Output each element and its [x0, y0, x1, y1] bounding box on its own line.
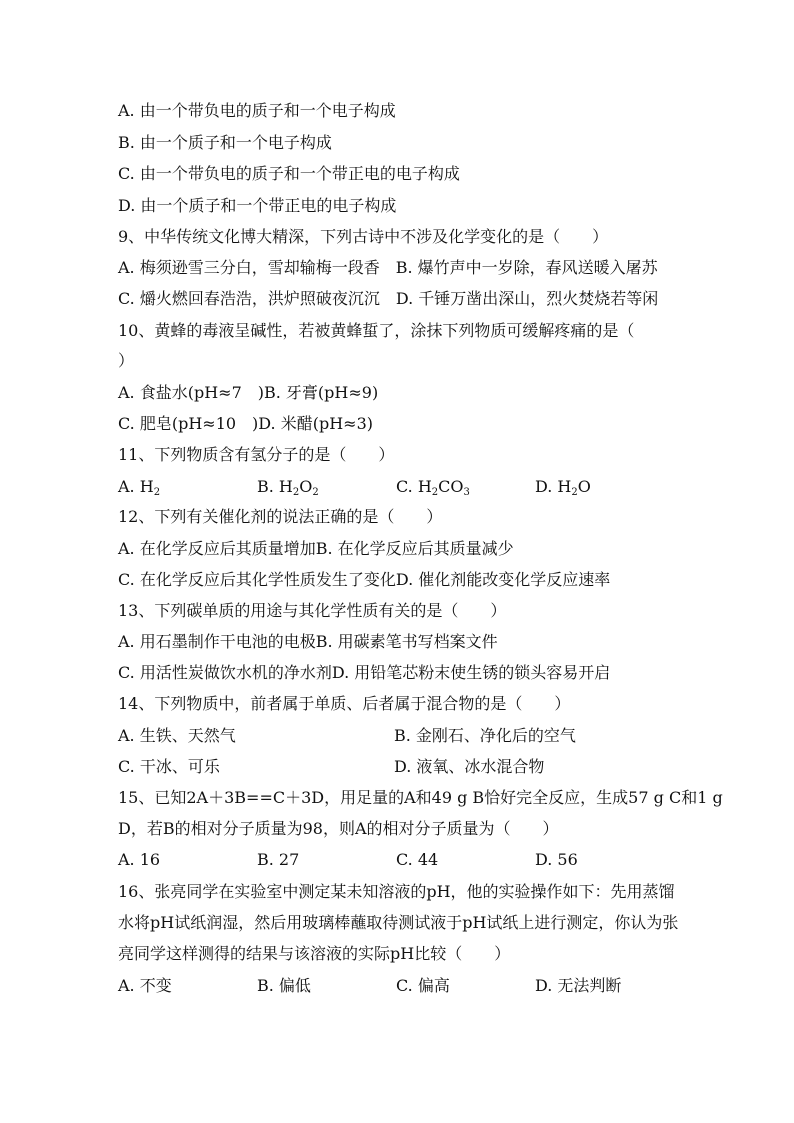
q16-stem-line1: 16、张亮同学在实验室中测定某未知溶液的pH，他的实验操作如下：先用蒸馏: [118, 882, 675, 901]
q14-option-a: A. 生铁、天然气: [118, 726, 236, 745]
q10-stem-line2: ）: [118, 351, 135, 370]
q12-options-ab: A. 在化学反应后其质量增加B. 在化学反应后其质量减少: [118, 539, 514, 558]
q11-option-d: D. $H_2O$: [535, 477, 591, 498]
q10-options-cd: C. 肥皂(pH≈10 )D. 米醋(pH≈3): [118, 414, 373, 433]
q16-option-d: D. 无法判断: [535, 976, 622, 995]
q11-stem: 11、下列物质含有氢分子的是（ ）: [118, 445, 395, 464]
q9-options-ab: A. 梅须逊雪三分白，雪却输梅一段香 B. 爆竹声中一岁除，春风送暖入屠苏: [118, 258, 658, 277]
q12-options-cd: C. 在化学反应后其化学性质发生了变化D. 催化剂能改变化学反应速率: [118, 570, 611, 589]
q14-options-ab: [118, 725, 576, 747]
q15-option-a: A. 16: [118, 850, 161, 869]
q8-option-a: A. 由一个带负电的质子和一个电子构成: [118, 101, 396, 120]
q9-options-cd: C. 爝火燃回春浩浩，洪炉照破夜沉沉 D. 千锤万凿出深山，烈火焚烧若等闲: [118, 289, 659, 308]
q12-stem: 12、下列有关催化剂的说法正确的是（ ）: [118, 507, 443, 526]
q11-option-a: A. $H_2$: [118, 477, 161, 498]
q8-option-b: B. 由一个质子和一个电子构成: [118, 133, 332, 152]
q15-option-c: C. 44: [396, 850, 439, 869]
q15-options: [118, 849, 578, 871]
q16-options: [118, 975, 621, 997]
q14-stem: 14、下列物质中，前者属于单质、后者属于混合物的是（ ）: [118, 694, 571, 713]
q15-option-d: D. 56: [535, 850, 578, 869]
q14-option-b: B. 金刚石、净化后的空气: [394, 726, 576, 745]
q13-options-cd: C. 用活性炭做饮水机的净水剂D. 用铅笔芯粉末使生锈的锁头容易开启: [118, 663, 611, 682]
q14-option-d: D. 液氧、冰水混合物: [394, 757, 545, 776]
q13-stem: 13、下列碳单质的用途与其化学性质有关的是（ ）: [118, 601, 507, 620]
q16-option-b: B. 偏低: [257, 976, 311, 995]
q14-options-cd: [118, 756, 544, 778]
q16-option-a: A. 不变: [118, 976, 172, 995]
q9-stem: 9、中华传统文化博大精深，下列古诗中不涉及化学变化的是（ ）: [118, 227, 609, 246]
q14-option-c: C. 干冰、可乐: [118, 757, 220, 776]
q10-options-ab: A. 食盐水(pH≈7 )B. 牙膏(pH≈9): [118, 383, 379, 402]
q15-option-b: B. 27: [257, 850, 300, 869]
q15-stem-line2: D，若B的相对分子质量为98，则A的相对分子质量为（ ）: [118, 819, 559, 838]
q13-options-ab: A. 用石墨制作干电池的电极B. 用碳素笔书写档案文件: [118, 632, 498, 651]
q11-option-b: B. $H_2O_2$: [257, 477, 319, 498]
q8-option-c: C. 由一个带负电的质子和一个带正电的电子构成: [118, 164, 460, 183]
q16-stem-line2: 水将pH试纸润湿，然后用玻璃棒蘸取待测试液于pH试纸上进行测定，你认为张: [118, 913, 679, 932]
q16-option-c: C. 偏高: [396, 976, 450, 995]
q11-option-c: C. $H_2CO_3$: [396, 477, 470, 498]
q10-stem-line1: 10、黄蜂的毒液呈碱性，若被黄蜂蜇了，涂抹下列物质可缓解疼痛的是（: [118, 321, 635, 340]
q15-stem-line1: 15、已知2A＋3B==C＋3D，用足量的A和49 g B恰好完全反应，生成57 g C和1 g: [118, 788, 723, 807]
q11-options: [118, 476, 591, 498]
q16-stem-line3: 亮同学这样测得的结果与该溶液的实际pH比较（ ）: [118, 944, 511, 963]
q8-option-d: D. 由一个质子和一个带正电的电子构成: [118, 196, 397, 215]
